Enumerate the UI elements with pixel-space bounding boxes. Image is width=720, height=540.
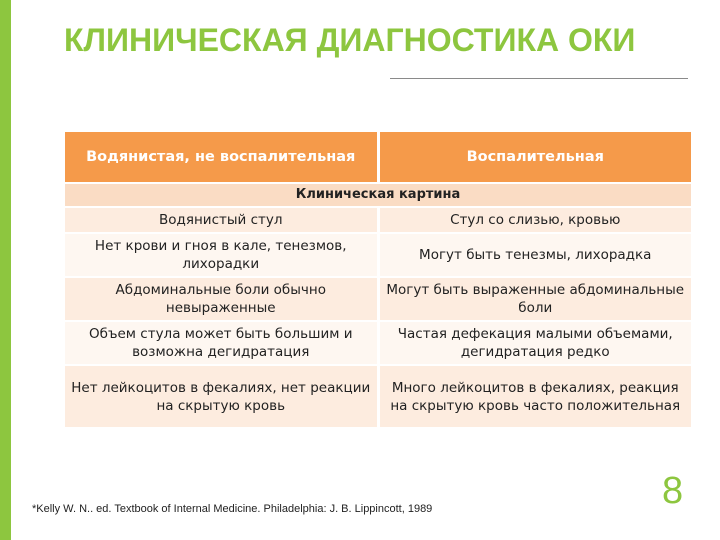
table-row (65, 233, 691, 277)
header-inflammatory: Воспалительная (378, 132, 691, 183)
table-cell: Частая дефекация малыми объемами, дегидратация редко (378, 321, 691, 365)
table-cell: Нет лейкоцитов в фекалиях, нет реакции на скрытую кровь (65, 365, 378, 427)
table-cell: Стул со слизью, кровью (378, 207, 691, 233)
table-cell: Водянистый стул (65, 207, 378, 233)
slide-title: КЛИНИЧЕСКАЯ ДИАГНОСТИКА ОКИ (64, 22, 636, 58)
table-row (65, 207, 691, 233)
section-label: Клиническая картина (65, 183, 691, 207)
section-row (65, 183, 691, 207)
header-watery: Водянистая, не воспалительная (65, 132, 378, 183)
accent-bar (0, 0, 11, 540)
table-cell: Абдоминальные боли обычно невыраженные (65, 277, 378, 321)
table-header-row (65, 132, 691, 183)
table-cell: Могут быть выраженные абдоминальные боли (378, 277, 691, 321)
diagnosis-table (65, 132, 691, 427)
title-underline (390, 78, 688, 79)
table-row (65, 321, 691, 365)
table-row (65, 277, 691, 321)
table-cell: Много лейкоцитов в фекалиях, реакция на скрытую кровь часто положительная (378, 365, 691, 427)
table-row (65, 365, 691, 427)
table-cell: Нет крови и гноя в кале, тенезмов, лихорадки (65, 233, 378, 277)
table-cell: Могут быть тенезмы, лихорадка (378, 233, 691, 277)
table-cell: Объем стула может быть большим и возможна дегидратация (65, 321, 378, 365)
page-number: 8 (662, 470, 684, 512)
footnote: *Kelly W. N.. ed. Textbook of Internal Medicine. Philadelphia: J. B. Lippincott, 1989 (32, 503, 433, 515)
